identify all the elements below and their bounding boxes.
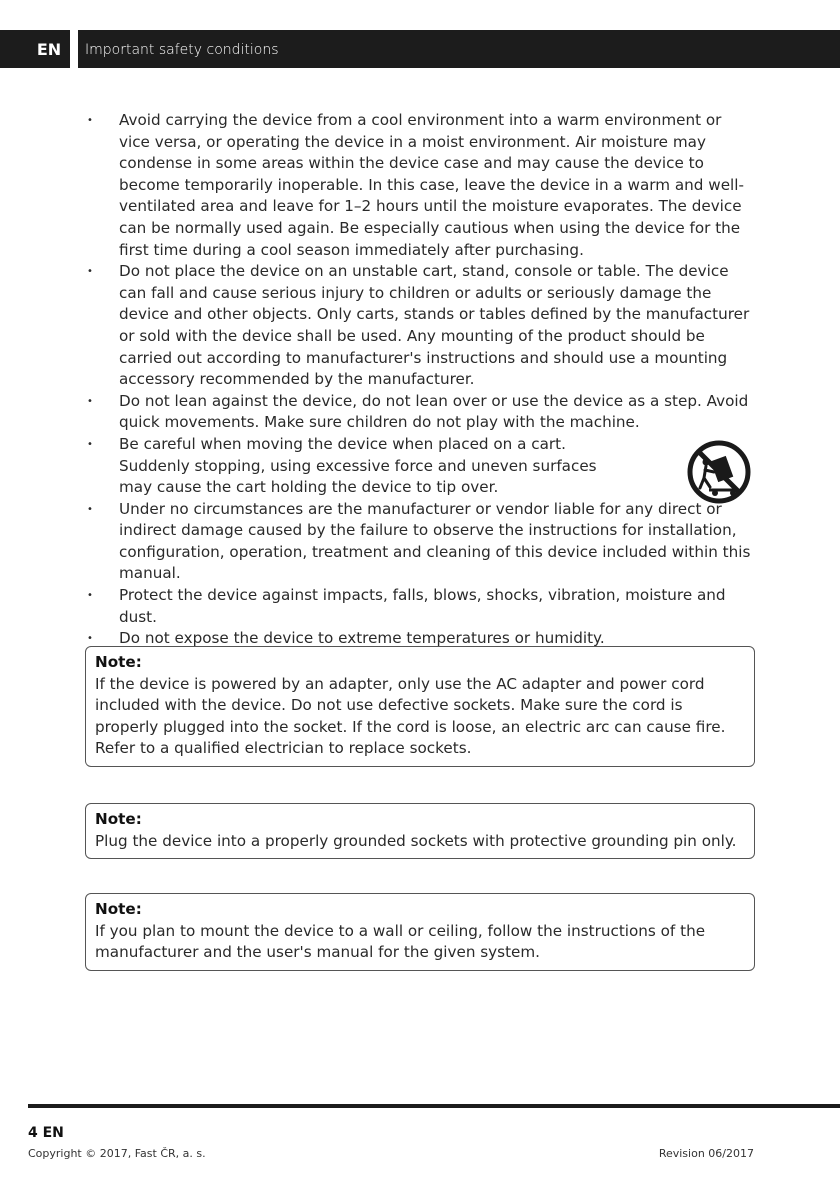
list-item	[82, 261, 752, 391]
bullet-dot-icon: •	[87, 115, 93, 126]
language-badge: EN	[28, 30, 70, 68]
header-separator	[70, 30, 78, 68]
revision-text: Revision 06/2017	[658, 1147, 754, 1160]
note-box	[85, 893, 755, 971]
bullet-dot-icon: •	[87, 266, 93, 278]
note-title: Note:	[95, 810, 142, 828]
note-title: Note:	[95, 653, 142, 671]
list-item-text: Do not place the device on an unstable cart, stand, console or table. The device can fall and cause serious injury to children or adults or seriously damage the device and other objects. Only carts, stands or tables defined by the manufacturer or sold with the device shall be used. Any mounting of the product should be carried out according to manufacturer's instructions and should use a mounting accessory recommended by the manufacturer.	[119, 262, 750, 389]
note-text: Plug the device into a properly grounded sockets with protective grounding pin only.	[95, 831, 737, 850]
list-item	[82, 391, 752, 434]
bullet-dot-icon: •	[87, 590, 93, 602]
list-item-text: Under no circumstances are the manufacturer or vendor liable for any direct or indirect damage caused by the failure to observe the instructions for installation, configuration, operation, treatment and cleaning of this device included within this manual.	[119, 499, 751, 583]
footer-divider	[28, 1104, 840, 1108]
note-text: If the device is powered by an adapter, only use the AC adapter and power cord included with the device. Do not use defective sockets. Make sure the cord is properly plugged into the socket. If the cord is loose, an electric arc can cause fire. Refer to a qualified electrician to replace sockets.	[95, 674, 726, 758]
copyright-text: Copyright © 2017, Fast ČR, a. s.	[28, 1147, 206, 1160]
list-item-text: Do not lean against the device, do not lean over or use the device as a step. Avoid quick movements. Make sure children do not play with the machine.	[119, 391, 749, 432]
bullet-dot-icon: •	[87, 633, 93, 645]
cart-tip-over-warning-icon	[687, 440, 751, 504]
note-text: If you plan to mount the device to a wall or ceiling, follow the instructions of the manufacturer and the user's manual for the given system.	[95, 921, 706, 962]
list-item-text: Avoid carrying the device from a cool environment into a warm environment or vice versa, or operating the device in a moist environment. Air moisture may condense in some areas within the device case and may cause the device to become temporarily inoperable. In this case, leave the device in a warm and well-ventilated area and leave for 1–2 hours until the moisture evaporates. The device can be normally used again. Be especially cautious when using the device for the first time during a cool season immediately after purchasing.	[119, 111, 744, 259]
list-item	[82, 585, 752, 628]
bullet-dot-icon: •	[87, 395, 93, 407]
bullet-dot-icon: •	[87, 503, 93, 515]
note-box	[85, 803, 755, 859]
list-item	[82, 434, 752, 499]
safety-list	[82, 110, 752, 650]
list-item-text: Do not expose the device to extreme temperatures or humidity.	[119, 629, 605, 648]
list-item-text: Protect the device against impacts, falls, blows, shocks, vibration, moisture and dust.	[119, 586, 726, 626]
list-item	[82, 110, 752, 261]
list-item-text: Be careful when moving the device when placed on a cart. Suddenly stopping, using excessive force and uneven surfaces may cause the cart holding the device to tip over.	[119, 434, 597, 497]
bullet-dot-icon: •	[87, 438, 93, 450]
list-item	[82, 499, 752, 585]
section-title: Important safety conditions	[85, 42, 279, 58]
page-number: 4 EN	[28, 1125, 64, 1141]
note-title: Note:	[95, 900, 142, 918]
note-box	[85, 646, 755, 767]
